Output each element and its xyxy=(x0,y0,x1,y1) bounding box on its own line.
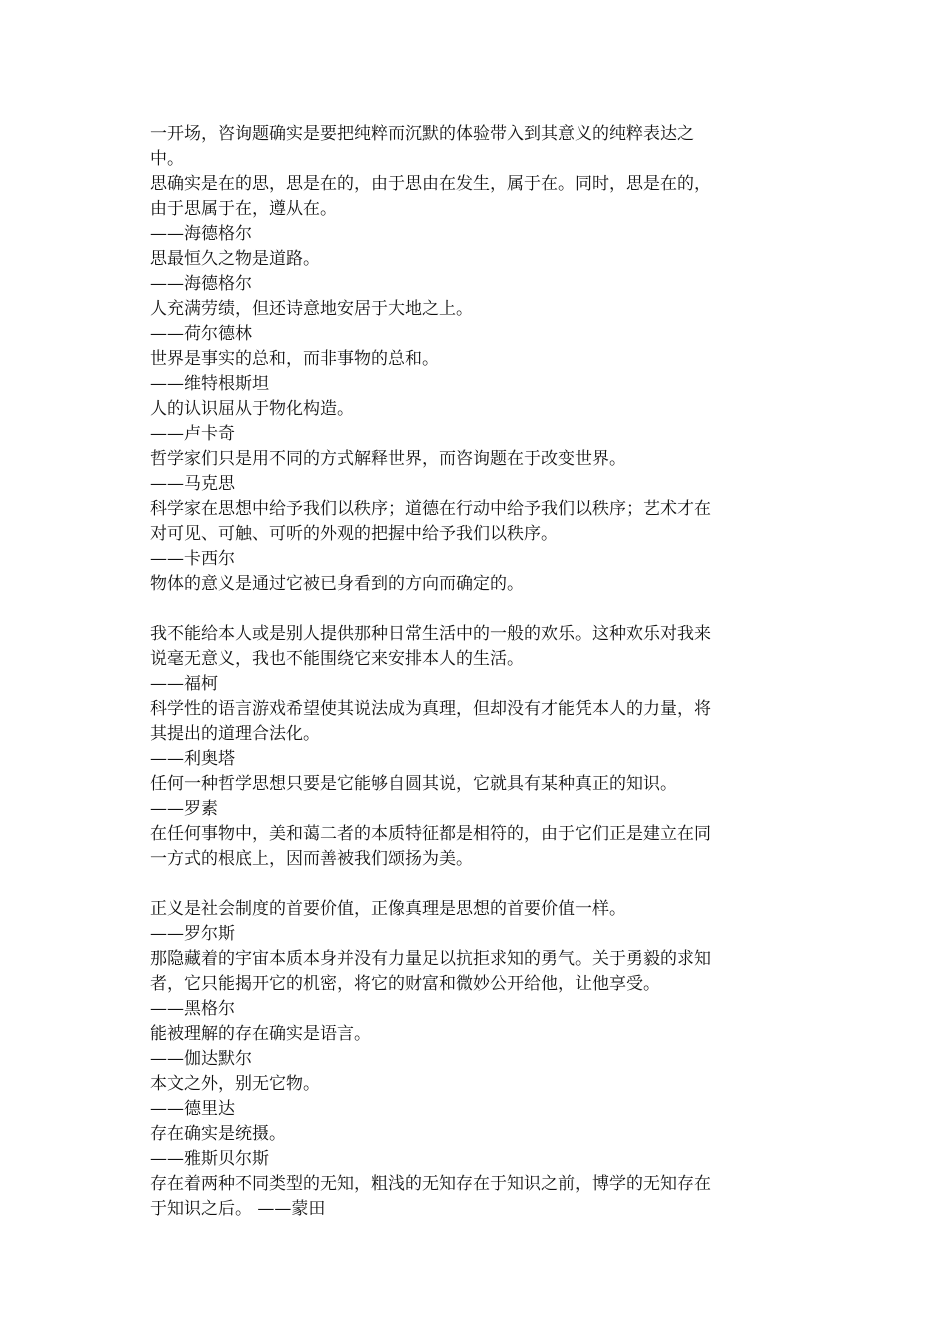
text-line: 科学家在思想中给予我们以秩序；道德在行动中给予我们以秩序；艺术才在 xyxy=(150,499,711,519)
text-line: 人充满劳绩，但还诗意地安居于大地之上。 xyxy=(150,299,473,319)
attribution-line: ——维特根斯坦 xyxy=(150,374,269,394)
text-line: 正义是社会制度的首要价值，正像真理是思想的首要价值一样。 xyxy=(150,899,626,919)
attribution-line: ——雅斯贝尔斯 xyxy=(150,1149,269,1169)
text-line: 存在确实是统摄。 xyxy=(150,1124,286,1144)
attribution-line: ——伽达默尔 xyxy=(150,1049,252,1069)
text-line: 世界是事实的总和，而非事物的总和。 xyxy=(150,349,439,369)
text-line: 中。 xyxy=(150,149,184,169)
attribution-line: ——卢卡奇 xyxy=(150,424,235,444)
attribution-line: ——荷尔德林 xyxy=(150,324,252,344)
text-line: 我不能给本人或是别人提供那种日常生活中的一般的欢乐。这种欢乐对我来 xyxy=(150,624,711,644)
text-line: 任何一种哲学思想只要是它能够自圆其说，它就具有某种真正的知识。 xyxy=(150,774,677,794)
text-line: 一方式的根底上，因而善被我们颂扬为美。 xyxy=(150,849,473,869)
text-line: 物体的意义是通过它被已身看到的方向而确定的。 xyxy=(150,574,524,594)
attribution-line: ——海德格尔 xyxy=(150,274,252,294)
text-line: 本文之外，别无它物。 xyxy=(150,1074,320,1094)
attribution-line: ——福柯 xyxy=(150,674,218,694)
document-body xyxy=(150,122,790,1222)
text-line: 科学性的语言游戏希望使其说法成为真理，但却没有才能凭本人的力量，将 xyxy=(150,699,711,719)
text-line: 哲学家们只是用不同的方式解释世界，而咨询题在于改变世界。 xyxy=(150,449,626,469)
text-line: 能被理解的存在确实是语言。 xyxy=(150,1024,371,1044)
text-line: 对可见、可触、可听的外观的把握中给予我们以秩序。 xyxy=(150,524,558,544)
text-line: 那隐藏着的宇宙本质本身并没有力量足以抗拒求知的勇气。关于勇毅的求知 xyxy=(150,949,711,969)
text-line: 者，它只能揭开它的机密，将它的财富和微妙公开给他，让他享受。 xyxy=(150,974,660,994)
text-line: 思最恒久之物是道路。 xyxy=(150,249,320,269)
text-line: 思确实是在的思，思是在的，由于思由在发生，属于在。同时，思是在的， xyxy=(150,174,711,194)
attribution-line: ——罗尔斯 xyxy=(150,924,235,944)
text-line: 人的认识屈从于物化构造。 xyxy=(150,399,354,419)
text-line: 存在着两种不同类型的无知，粗浅的无知存在于知识之前，博学的无知存在 xyxy=(150,1174,711,1194)
text-line: 其提出的道理合法化。 xyxy=(150,724,320,744)
attribution-line: ——罗素 xyxy=(150,799,218,819)
attribution-line: ——卡西尔 xyxy=(150,549,235,569)
text-line: 一开场，咨询题确实是要把纯粹而沉默的体验带入到其意义的纯粹表达之 xyxy=(150,124,694,144)
attribution-line: ——海德格尔 xyxy=(150,224,252,244)
text-line: 由于思属于在，遵从在。 xyxy=(150,199,337,219)
attribution-line: ——利奥塔 xyxy=(150,749,235,769)
blank-line xyxy=(150,597,790,622)
attribution-line: ——马克思 xyxy=(150,474,235,494)
blank-line xyxy=(150,872,790,897)
attribution-line: ——黑格尔 xyxy=(150,999,235,1019)
text-line: 说毫无意义，我也不能围绕它来安排本人的生活。 xyxy=(150,649,524,669)
text-line: 于知识之后。 ——蒙田 xyxy=(150,1199,326,1219)
attribution-line: ——德里达 xyxy=(150,1099,235,1119)
text-line: 在任何事物中，美和蔼二者的本质特征都是相符的，由于它们正是建立在同 xyxy=(150,824,711,844)
